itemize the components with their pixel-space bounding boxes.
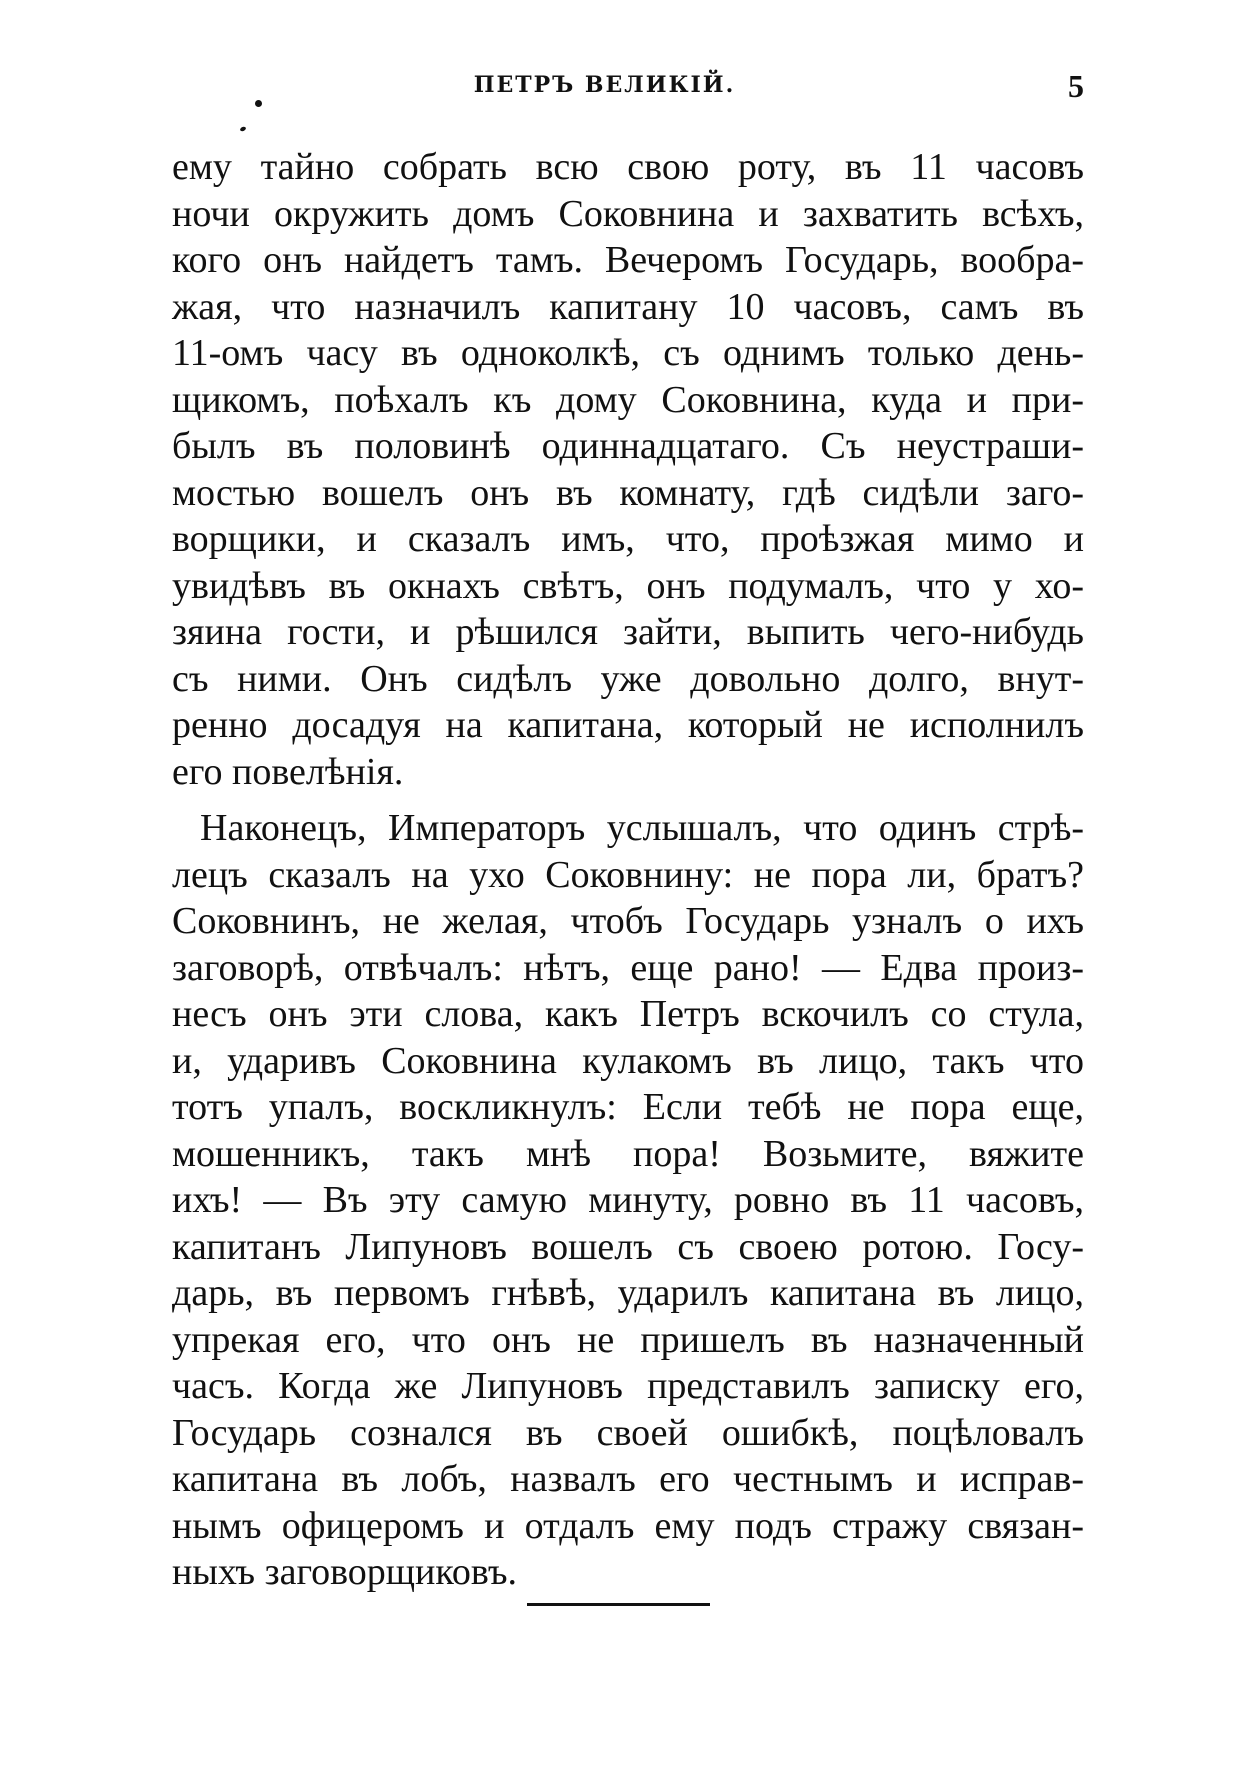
text-line: Государь сознался въ своей ошибкѣ, поцѣловалъ xyxy=(172,1411,1084,1454)
text-line: былъ въ половинѣ одиннадцатаго. Съ неустраши- xyxy=(172,425,1084,467)
text-line: кого онъ найдетъ тамъ. Вечеромъ Государь, вообра- xyxy=(172,239,1084,281)
text-line: ихъ! — Въ эту самую минуту, ровно въ 11 часовъ, xyxy=(172,1179,1084,1221)
text-line: ныхъ заговорщиковъ. xyxy=(172,1551,518,1593)
text-line: его повелѣнія. xyxy=(172,750,404,793)
section-end-rule xyxy=(527,1603,710,1606)
text-line: мошенникъ, такъ мнѣ пора! Возьмите, вяжите xyxy=(172,1132,1084,1175)
text-line: мостью вошелъ онъ въ комнату, гдѣ сидѣли заго- xyxy=(172,471,1084,514)
text-line: зяина гости, и рѣшился зайти, выпить чего-нибудь xyxy=(172,611,1084,653)
running-title: ПЕТРЪ ВЕЛИКІЙ. xyxy=(473,72,736,98)
text-line: ренно досадуя на капитана, который не исполнилъ xyxy=(172,704,1084,746)
text-line: несъ онъ эти слова, какъ Петръ вскочилъ со стула, xyxy=(172,993,1084,1035)
text-line: тотъ упалъ, воскликнулъ: Если тебѣ не пора еще, xyxy=(172,1086,1084,1128)
text-line: жая, что назначилъ капитану 10 часовъ, самъ въ xyxy=(172,285,1084,328)
text-line: и, ударивъ Соковнина кулакомъ въ лицо, такъ что xyxy=(172,1039,1084,1082)
text-line: упрекая его, что онъ не пришелъ въ назначенный xyxy=(172,1318,1084,1361)
text-line: заговорѣ, отвѣчалъ: нѣтъ, еще рано! — Едва произ- xyxy=(172,946,1084,989)
body-text xyxy=(172,144,1084,1596)
text-line: 11-омъ часу въ одноколкѣ, съ однимъ только день- xyxy=(172,332,1084,374)
text-line: увидѣвъ въ окнахъ свѣтъ, онъ подумалъ, что у хо- xyxy=(172,564,1084,607)
text-line: съ ними. Онъ сидѣлъ уже довольно долго, внут- xyxy=(172,657,1084,700)
text-line: капитана въ лобъ, назвалъ его честнымъ и исправ- xyxy=(172,1458,1084,1500)
text-line: ночи окружить домъ Соковнина и захватить всѣхъ, xyxy=(172,192,1084,235)
running-header xyxy=(0,68,1259,112)
text-line: нымъ офицеромъ и отдалъ ему подъ стражу связан- xyxy=(172,1504,1084,1547)
text-line: ворщики, и сказалъ имъ, что, проѣзжая мимо и xyxy=(172,518,1084,560)
text-line: дарь, въ первомъ гнѣвѣ, ударилъ капитана въ лицо, xyxy=(172,1272,1084,1314)
text-line: Соковнинъ, не желая, чтобъ Государь узналъ о ихъ xyxy=(172,900,1084,942)
paragraph-2 xyxy=(172,805,1084,1596)
page-number: 5 xyxy=(1068,68,1084,104)
text-line: лецъ сказалъ на ухо Соковнину: не пора ли, братъ? xyxy=(172,853,1084,896)
paragraph-1 xyxy=(172,144,1084,795)
text-line: щикомъ, поѣхалъ къ дому Соковнина, куда и при- xyxy=(172,378,1084,421)
text-line: Наконецъ, Императоръ услышалъ, что одинъ стрѣ- xyxy=(200,807,1084,849)
paragraph-gap xyxy=(172,795,1084,805)
print-speck xyxy=(239,126,246,132)
text-line: часъ. Когда же Липуновъ представилъ записку его, xyxy=(172,1365,1084,1407)
text-line: ему тайно собрать всю свою роту, въ 11 часовъ xyxy=(172,146,1084,188)
text-line: капитанъ Липуновъ вошелъ съ своею ротою. Госу- xyxy=(172,1225,1084,1268)
